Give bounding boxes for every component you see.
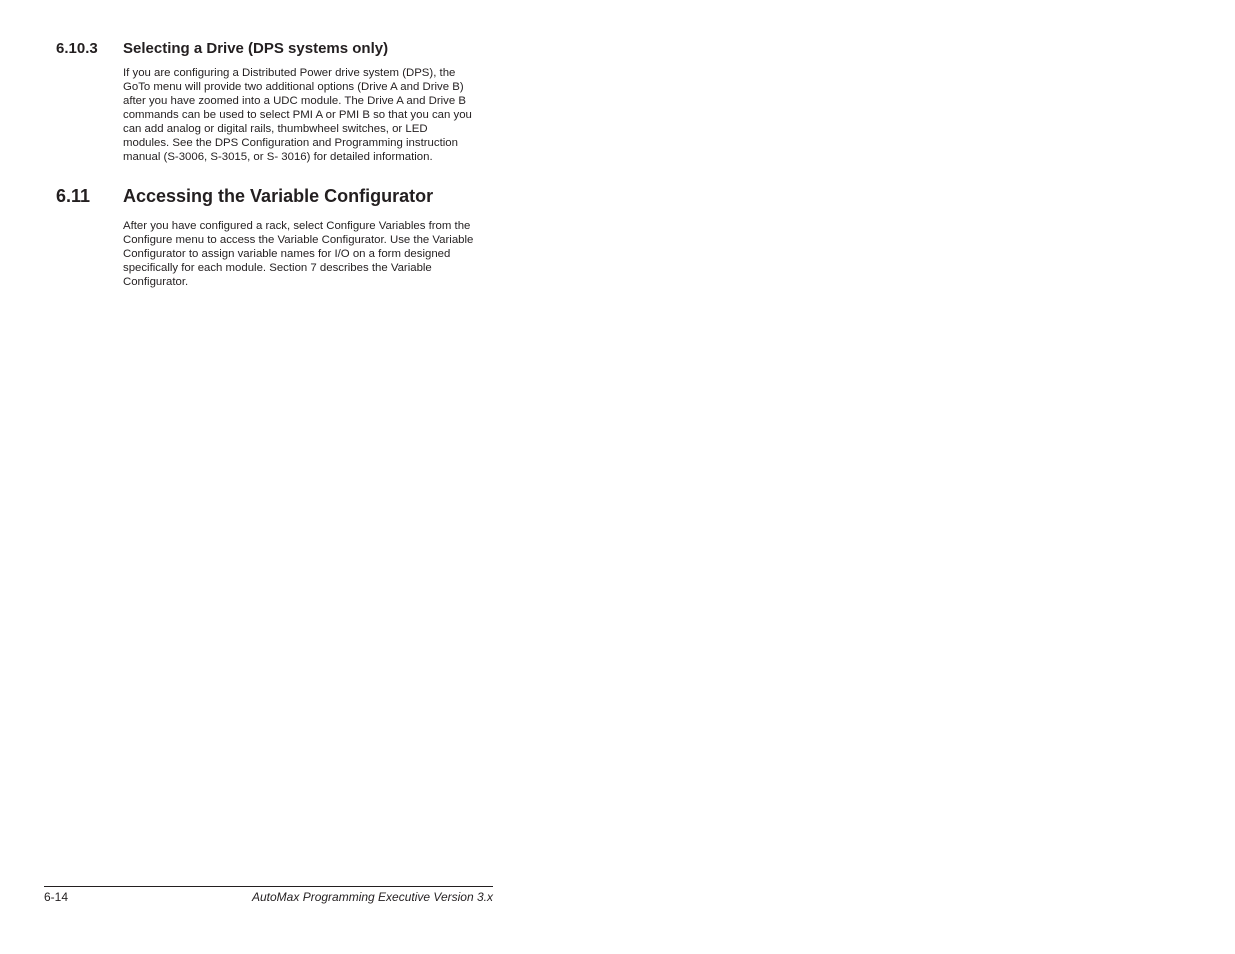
- paragraph-line: GoTo menu will provide two additional options (Drive A and Drive B): [123, 81, 464, 93]
- section-title: Selecting a Drive (DPS systems only): [123, 40, 389, 57]
- paragraph-line: If you are configuring a Distributed Power drive system (DPS), the: [123, 67, 456, 79]
- paragraph-line: Configurator to assign variable names for I/O on a form designed: [123, 248, 451, 260]
- paragraph-line: specifically for each module. Section 7 describes the Variable: [123, 262, 432, 274]
- paragraph-line: can add analog or digital rails, thumbwheel switches, or LED: [123, 123, 428, 135]
- paragraph-line: manual (S-3006, S-3015, or S- 3016) for detailed information.: [123, 151, 433, 163]
- paragraph-line: Configurator.: [123, 276, 189, 288]
- paragraph-line: after you have zoomed into a UDC module. The Drive A and Drive B: [123, 95, 466, 107]
- paragraph-line: After you have configured a rack, select Configure Variables from the: [123, 220, 471, 232]
- section-number: 6.11: [56, 186, 91, 206]
- paragraph-line: modules. See the DPS Configuration and Programming instruction: [123, 137, 458, 149]
- page-number: 6-14: [44, 890, 69, 904]
- section-paragraph: [123, 66, 515, 164]
- section-title: Accessing the Variable Configurator: [123, 186, 434, 206]
- footer-document-title: AutoMax Programming Executive Version 3.x: [252, 890, 493, 904]
- section-number: 6.10.3: [56, 40, 98, 57]
- paragraph-line: commands can be used to select PMI A or PMI B so that you can you: [123, 109, 472, 121]
- section-paragraph: [123, 219, 515, 289]
- footer-divider: [44, 886, 493, 887]
- paragraph-line: Configure menu to access the Variable Configurator. Use the Variable: [123, 234, 474, 246]
